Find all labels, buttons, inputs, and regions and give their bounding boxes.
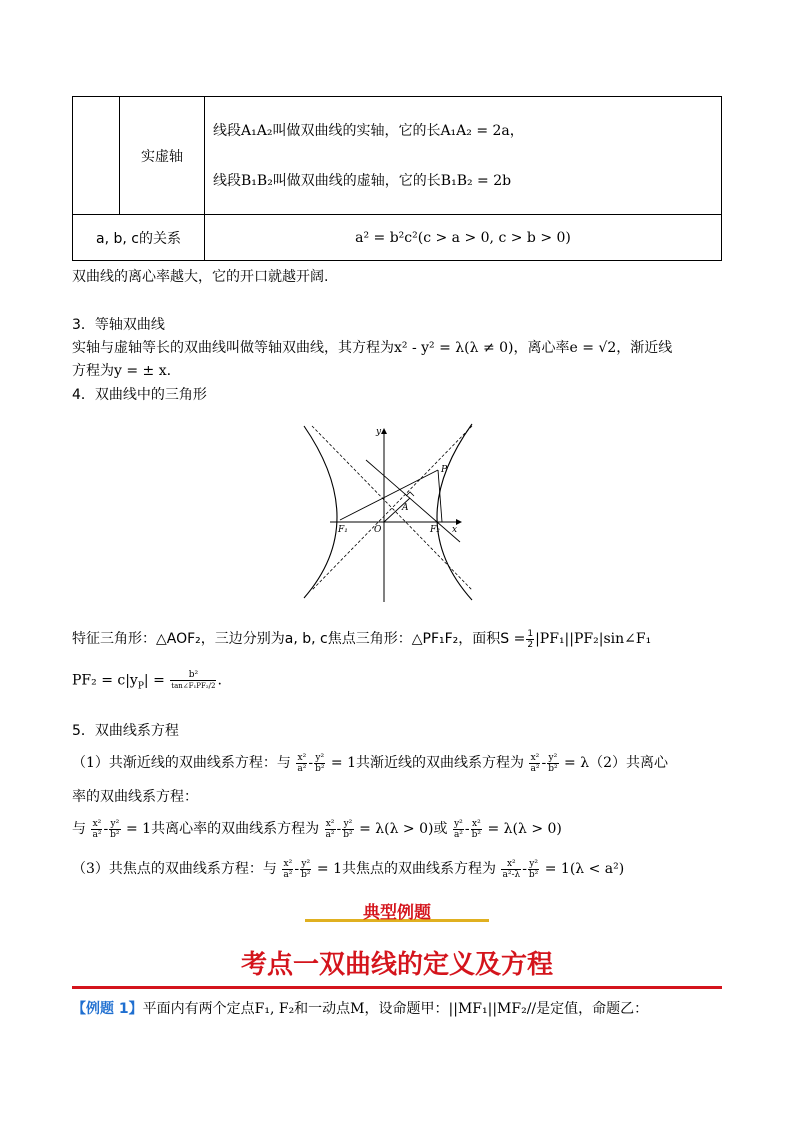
p1-a: （1）共渐近线的双曲线系方程：与 xyxy=(72,755,291,771)
frac-den: b² xyxy=(528,869,539,880)
section5-p2 xyxy=(72,818,562,840)
frac-num: x² xyxy=(92,818,102,829)
label-P: P xyxy=(441,465,448,475)
row-label-axes: 实虚轴 xyxy=(120,97,205,215)
example-1 xyxy=(72,998,648,1018)
table-empty-cell xyxy=(73,97,120,215)
p2-b: = 1共离心率的双曲线系方程为 xyxy=(126,821,320,837)
triangle-text-a: 特征三角形：△AOF₂，三边分别为a, b, c焦点三角形：△PF₁F₂，面积S = xyxy=(72,631,526,647)
frac-den: b² xyxy=(471,829,482,840)
focal-area-fraction xyxy=(170,670,216,691)
triangle-text-line1 xyxy=(72,628,651,650)
minus: - xyxy=(294,861,300,877)
frac-x2-a2 xyxy=(529,753,540,774)
frac-den: a² xyxy=(92,829,102,840)
focal-area-eq: | = xyxy=(143,672,165,689)
section3-text-line1: 实轴与虚轴等长的双曲线叫做等轴双曲线，其方程为x² - y² = λ(λ ≠ 0)，离心率e = √2，渐近线 xyxy=(72,340,673,356)
p3-c: = 1(λ < a²) xyxy=(544,861,625,877)
frac-x2-a2l xyxy=(501,859,521,880)
frac-num: x² xyxy=(283,858,293,869)
frac-y2-b2 xyxy=(300,859,311,880)
line-F1-P xyxy=(340,470,438,520)
frac-den: a² xyxy=(325,829,335,840)
section-title: 考点一双曲线的定义及方程 xyxy=(240,950,553,980)
frac-x2-a2 xyxy=(91,819,102,840)
frac-den: a² xyxy=(297,763,307,774)
frac-num: x² xyxy=(501,859,521,870)
row-content-abc: a² = b²c²(c > a > 0, c > b > 0) xyxy=(205,215,722,261)
minus: - xyxy=(541,755,547,771)
frac-num: y² xyxy=(315,752,325,763)
minus: - xyxy=(336,821,342,837)
frac-x2-b2 xyxy=(471,819,482,840)
frac-num: y² xyxy=(548,752,558,763)
minus: - xyxy=(308,755,314,771)
section5-p1-line1 xyxy=(72,752,668,774)
title-underline xyxy=(72,986,722,989)
left-branch xyxy=(304,426,337,598)
p2-c: = λ(λ > 0)或 xyxy=(359,821,448,837)
label-y: y xyxy=(376,427,382,437)
frac-num: x² xyxy=(297,752,307,763)
frac-den: a² xyxy=(453,829,463,840)
row-content-axes xyxy=(205,97,722,215)
frac-den: a² xyxy=(530,763,540,774)
half-fraction xyxy=(526,629,534,650)
minus: - xyxy=(464,821,470,837)
frac-num: y² xyxy=(110,818,120,829)
frac-den: b² xyxy=(548,763,558,774)
section3-text-line2: 方程为y = ± x. xyxy=(72,363,172,379)
frac-num: x² xyxy=(472,818,481,829)
frac-y2-a2 xyxy=(453,819,464,840)
p2-a: 与 xyxy=(72,821,86,837)
frac-x2-a2 xyxy=(282,859,293,880)
typical-examples-banner xyxy=(305,898,489,924)
half-den: 2 xyxy=(527,639,534,650)
hyperbola-property-table xyxy=(72,96,722,261)
label-A: A xyxy=(402,503,409,513)
frac-y2-b2 xyxy=(109,819,120,840)
frac-y2-b2 xyxy=(314,753,325,774)
frac-num: x² xyxy=(325,818,335,829)
triangle-text-tail: |PF₁||PF₂|sin∠F₁ xyxy=(535,631,652,647)
right-branch xyxy=(437,424,472,600)
imaginary-axis-text: 线段B₁B₂叫做双曲线的虚轴，它的长B₁B₂ = 2b xyxy=(213,172,512,189)
minus: - xyxy=(522,861,527,877)
frac-y2-b2 xyxy=(547,753,558,774)
half-num: 1 xyxy=(527,628,534,639)
focal-area-sub: P xyxy=(137,681,144,692)
label-O: O xyxy=(374,525,382,535)
frac-num: x² xyxy=(530,752,540,763)
frac-den: a²-λ xyxy=(502,869,521,880)
frac-den: b² xyxy=(343,829,353,840)
p1-b: = 1共渐近线的双曲线系方程为 xyxy=(330,755,525,771)
example-tag: 【例题 1】 xyxy=(72,1001,143,1017)
frac-x2-a2 xyxy=(325,819,336,840)
frac-den: b² xyxy=(315,763,325,774)
p3-a: （3）共焦点的双曲线系方程：与 xyxy=(72,861,277,877)
section5-p3 xyxy=(72,858,624,880)
focal-area-num: b² xyxy=(170,670,216,681)
frac-y2-b2 xyxy=(528,859,539,880)
label-F1: F₁ xyxy=(338,525,348,535)
frac-x2-a2 xyxy=(296,753,307,774)
y-axis-arrow xyxy=(381,428,387,434)
focal-area-lhs: PF₂ = c|y xyxy=(72,672,138,689)
frac-y2-b2 xyxy=(342,819,353,840)
banner-text: 典型例题 xyxy=(363,903,431,923)
section3-heading: 3．等轴双曲线 xyxy=(72,317,165,333)
section5-heading: 5．双曲线系方程 xyxy=(72,723,179,739)
row-label-abc: a, b, c的关系 xyxy=(73,215,205,261)
frac-num: y² xyxy=(301,858,311,869)
frac-den: b² xyxy=(110,829,120,840)
label-x: x xyxy=(452,525,458,535)
frac-num: y² xyxy=(343,818,353,829)
label-F2: F₂ xyxy=(430,525,440,535)
frac-den: b² xyxy=(301,869,311,880)
p1-c: = λ（2）共离心 xyxy=(564,755,668,771)
p3-b: = 1共焦点的双曲线系方程为 xyxy=(316,861,497,877)
focal-area-den: tan∠F₁PF₂/2 xyxy=(171,682,216,690)
frac-num: y² xyxy=(454,818,463,829)
minus: - xyxy=(103,821,109,837)
eccentricity-note: 双曲线的离心率越大，它的开口就越开阔. xyxy=(72,269,329,285)
triangle-text-line2 xyxy=(72,670,222,691)
frac-num: y² xyxy=(529,858,538,869)
p2-d: = λ(λ > 0) xyxy=(487,821,562,837)
section5-p1-line2: 率的双曲线系方程： xyxy=(72,789,198,805)
hyperbola-triangle-figure xyxy=(290,418,500,604)
frac-den: a² xyxy=(283,869,293,880)
section4-heading: 4．双曲线中的三角形 xyxy=(72,387,207,403)
example-text: 平面内有两个定点F₁, F₂和一动点M，设命题甲：||MF₁||MF₂//是定值，命题乙： xyxy=(142,1001,649,1017)
real-axis-text: 线段A₁A₂叫做双曲线的实轴，它的长A₁A₂ = 2a， xyxy=(213,122,524,139)
focal-area-dot: . xyxy=(217,672,222,689)
